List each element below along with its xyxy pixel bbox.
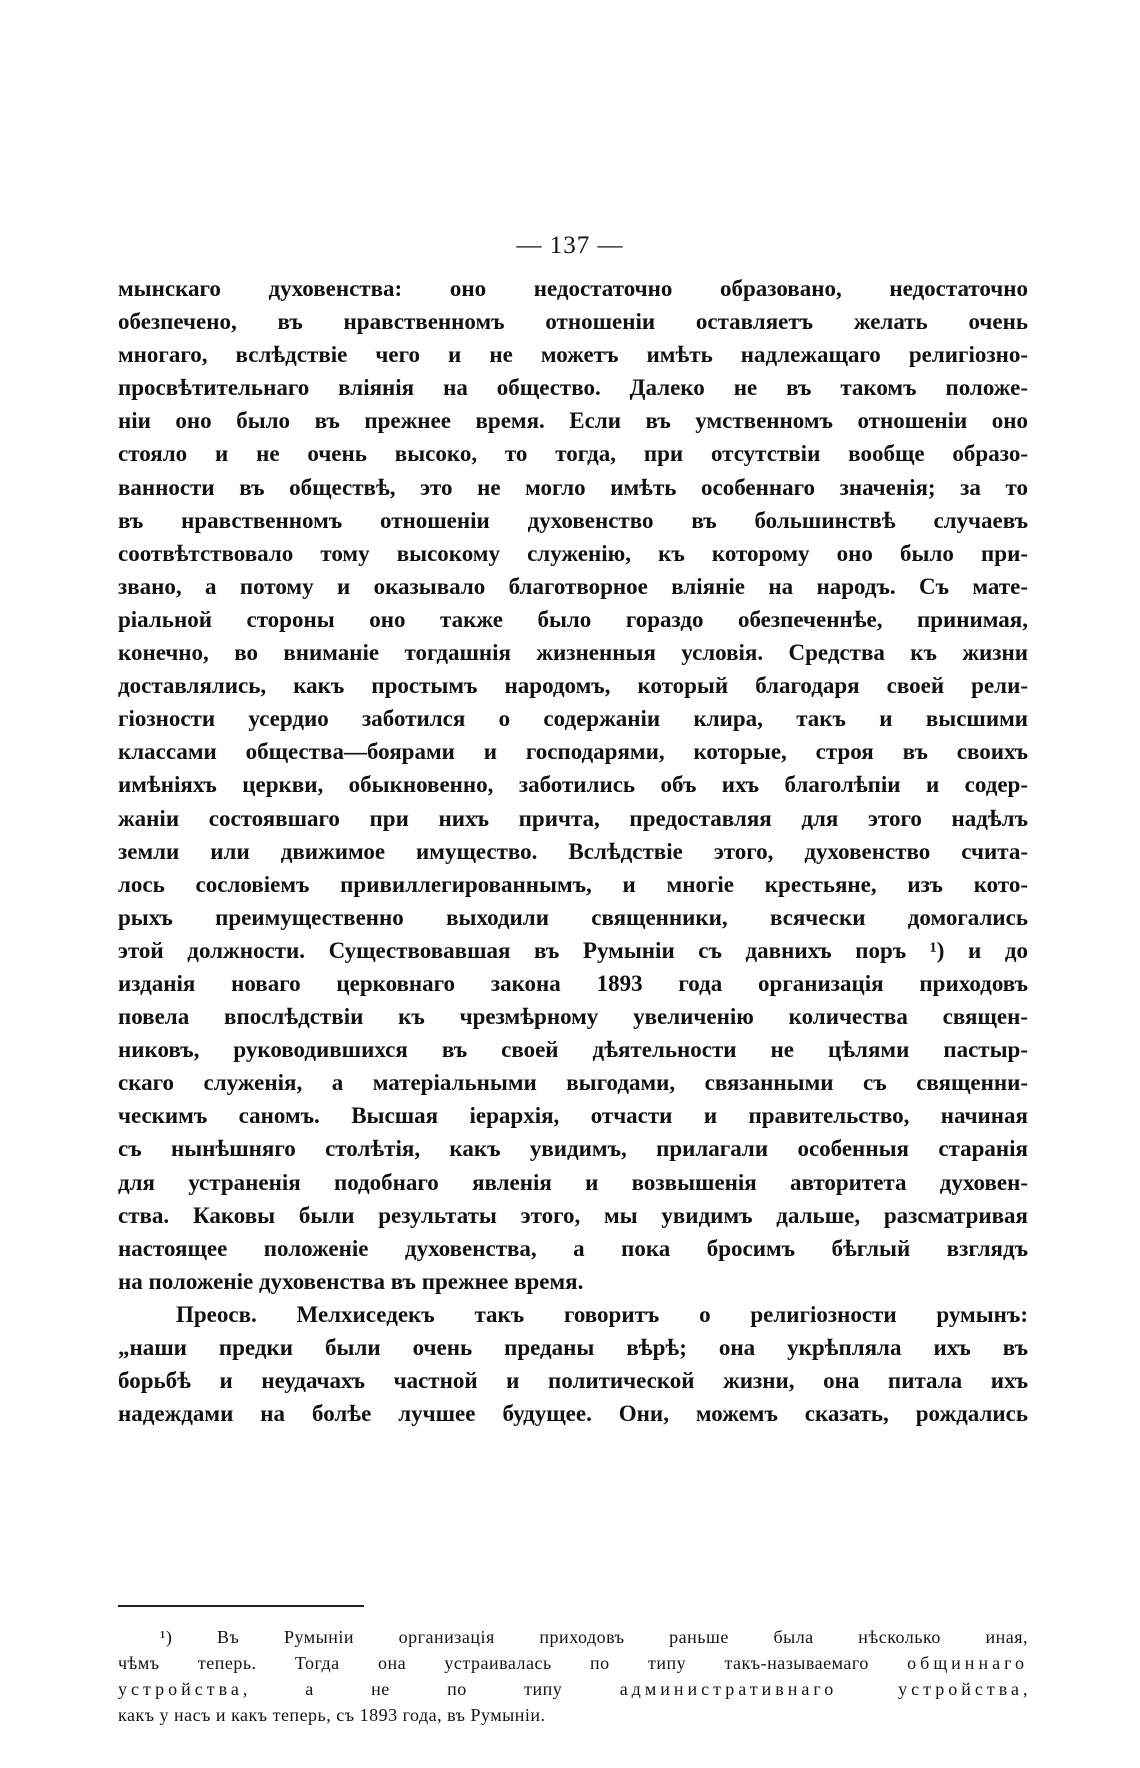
text-line: ніи оно было въ прежнее время. Если въ умственномъ отношеніи оно bbox=[118, 408, 1028, 434]
text-line: ванности въ обществѣ, это не могло имѣть особеннаго значенія; за то bbox=[118, 474, 1028, 500]
text-line: настоящее положеніе духовенства, а пока бросимъ бѣглый взглядъ bbox=[118, 1235, 1028, 1261]
text-line: конечно, во вниманіе тогдашнія жизненныя условія. Средства къ жизни bbox=[118, 640, 1028, 666]
text-line: ства. Каковы были результаты этого, мы увидимъ дальше, разсматривая bbox=[118, 1202, 1028, 1228]
text-line: этой должности. Существовавшая въ Румыніи съ давнихъ поръ ¹) и до bbox=[118, 937, 1028, 963]
text-line: классами общества—боярами и господарями, которые, строя въ своихъ bbox=[118, 739, 1028, 765]
footnote-line bbox=[118, 1650, 1028, 1676]
text-line: съ нынѣшняго столѣтія, какъ увидимъ, прилагали особенныя старанія bbox=[118, 1136, 1028, 1162]
text-line: „наши предки были очень преданы вѣрѣ; она укрѣпляла ихъ въ bbox=[118, 1335, 1028, 1360]
text-line: ріальной стороны оно также было гораздо обезпеченнѣе, принимая, bbox=[118, 606, 1028, 632]
text-line: стояло и не очень высоко, то тогда, при отсутствіи вообще образо- bbox=[118, 441, 1028, 467]
footnote-line bbox=[118, 1676, 1028, 1702]
text-line: никовъ, руководившихся въ своей дѣятельности не цѣлями пастыр- bbox=[118, 1037, 1028, 1063]
text-line: въ нравственномъ отношеніи духовенство въ большинствѣ случаевъ bbox=[118, 507, 1028, 533]
text-line: просвѣтительнаго вліянія на общество. Далеко не въ такомъ положе- bbox=[118, 375, 1028, 401]
text-line: Преосв. Мелхиседекъ такъ говоритъ о религіозности румынъ: bbox=[176, 1301, 1028, 1327]
text-line: имѣніяхъ церкви, обыкновенно, заботились объ ихъ благолѣпіи и содер- bbox=[118, 772, 1028, 798]
text-line: борьбѣ и неудачахъ частной и политической жизни, она питала ихъ bbox=[118, 1368, 1028, 1394]
footnote-text: Въ Румыніи организація приходовъ раньше была нѣсколько иная, bbox=[217, 1627, 1028, 1647]
main-text bbox=[118, 272, 1028, 1430]
footnote-text: чѣмъ теперь. Тогда она устраивалась по типу такъ-называемаго bbox=[118, 1653, 908, 1673]
footnote-emphasis: административнаго устройства bbox=[619, 1679, 1023, 1699]
text-line: лось сословіемъ привиллегированнымъ, и многіе крестьяне, изъ кото- bbox=[118, 871, 1028, 897]
text-line: жаніи состоявшаго при нихъ причта, предоставляя для этого надѣлъ bbox=[118, 805, 1028, 831]
text-line: рыхъ преимущественно выходили священники, всячески домогались bbox=[118, 904, 1028, 930]
text-line: звано, а потому и оказывало благотворное вліяніе на народъ. Съ мате- bbox=[118, 573, 1028, 599]
footnote-emphasis: устройства bbox=[118, 1679, 243, 1699]
text-line: повела впослѣдствіи къ чрезмѣрному увеличенію количества священ- bbox=[118, 1004, 1028, 1030]
text-line: земли или движимое имущество. Вслѣдствіе этого, духовенство счита- bbox=[118, 838, 1028, 864]
footnote-emphasis: общиннаго bbox=[907, 1653, 1028, 1673]
footnote-line: какъ у насъ и какъ теперь, съ 1893 года, въ Румыніи. bbox=[118, 1705, 546, 1725]
text-line: обезпечено, въ нравственномъ отношеніи оставляетъ желать очень bbox=[118, 309, 1028, 335]
page-number: — 137 — bbox=[516, 232, 624, 259]
footnote-marker: ¹) bbox=[160, 1627, 173, 1647]
footnote-text: , а не по типу bbox=[242, 1679, 620, 1699]
text-line: многаго, вслѣдствіе чего и не можетъ имѣть надлежащаго религіозно- bbox=[118, 342, 1028, 368]
text-line: соотвѣтствовало тому высокому служенію, къ которому оно было при- bbox=[118, 540, 1028, 566]
text-line: скаго служенія, а матеріальными выгодами, связанными съ священни- bbox=[118, 1070, 1028, 1096]
footnote-text: , bbox=[1023, 1679, 1028, 1699]
text-line: для устраненія подобнаго явленія и возвышенія авторитета духовен- bbox=[118, 1169, 1028, 1195]
text-line: надеждами на болѣе лучшее будущее. Они, можемъ сказать, рождались bbox=[118, 1401, 1028, 1427]
text-line: на положеніе духовенства въ прежнее время. bbox=[118, 1268, 584, 1294]
text-line: доставлялись, какъ простымъ народомъ, который благодаря своей рели- bbox=[118, 673, 1028, 699]
footnote-separator bbox=[118, 1605, 364, 1607]
footnote bbox=[118, 1624, 1028, 1728]
text-line: изданія новаго церковнаго закона 1893 года организація приходовъ bbox=[118, 970, 1028, 996]
footnote-line bbox=[118, 1624, 1028, 1650]
text-line: мынскаго духовенства: оно недостаточно образовано, недостаточно bbox=[118, 276, 1028, 301]
text-line: ческимъ саномъ. Высшая іерархія, отчасти и правительство, начиная bbox=[118, 1103, 1028, 1129]
text-line: гіозности усердио заботился о содержаніи клира, такъ и высшими bbox=[118, 706, 1028, 732]
